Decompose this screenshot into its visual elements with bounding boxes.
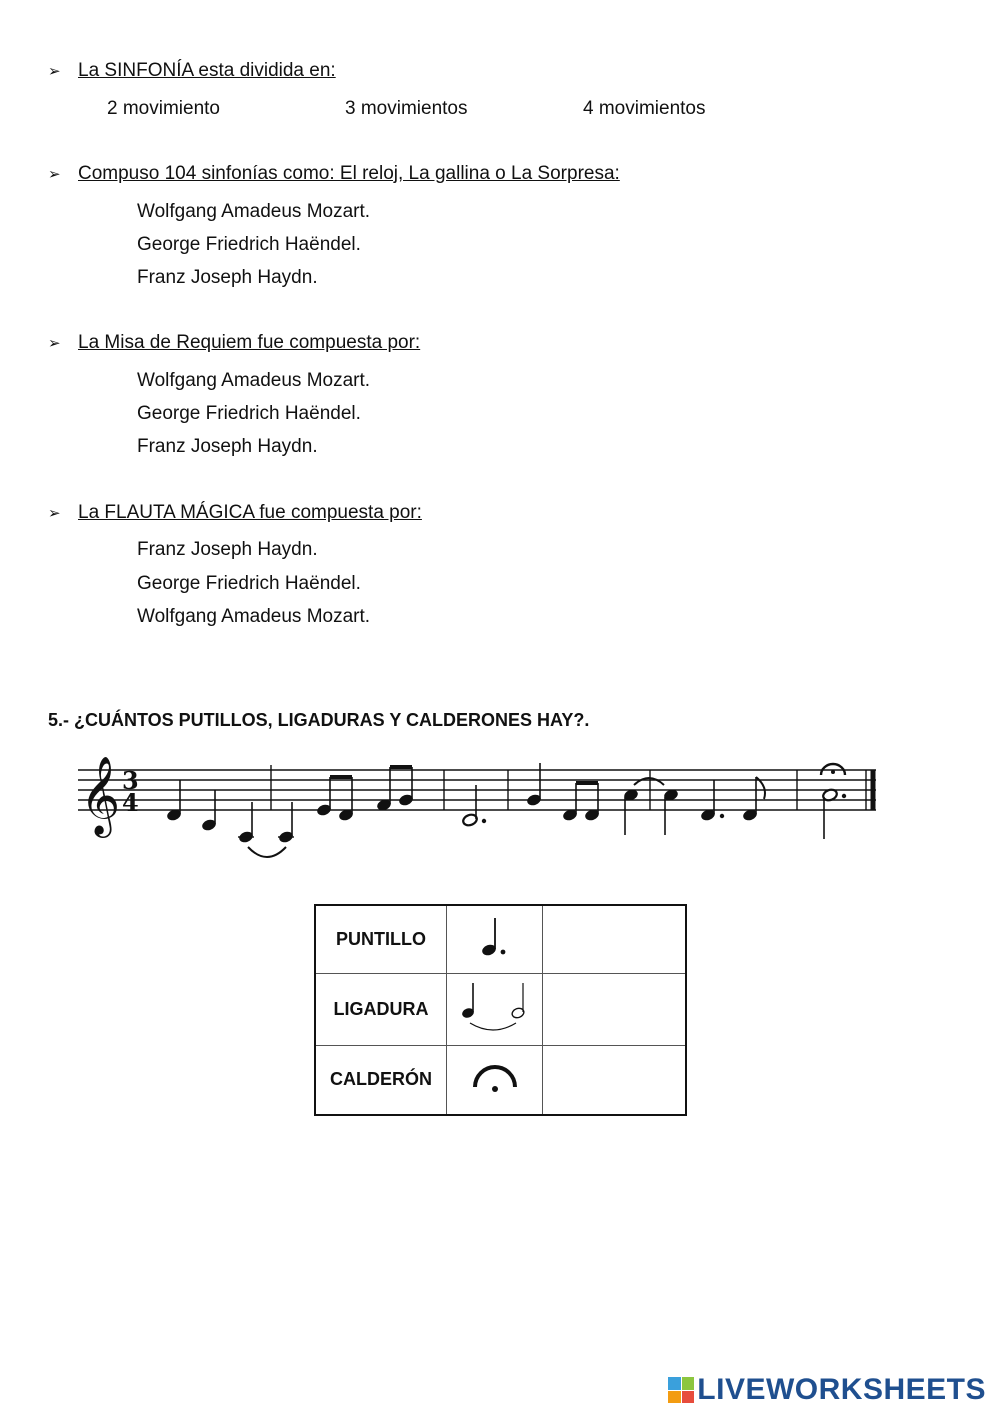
- bullet-arrow-icon: ➢: [48, 166, 61, 183]
- answer-option[interactable]: 3 movimientos: [345, 98, 468, 119]
- table-row: [315, 905, 686, 973]
- answer-option[interactable]: Wolfgang Amadeus Mozart.: [137, 606, 371, 627]
- bullet-arrow-icon: ➢: [48, 335, 61, 352]
- answer-option[interactable]: George Friedrich Haëndel.: [137, 573, 361, 594]
- tie-icon: [455, 977, 535, 1037]
- symbol-cell: [447, 973, 543, 1045]
- brand-color-swatch: [682, 1377, 695, 1390]
- legend-table: [314, 904, 687, 1116]
- dotted-note-icon: [465, 912, 525, 962]
- answer-cell[interactable]: [543, 973, 687, 1045]
- symbol-cell: [447, 1045, 543, 1115]
- answer-option[interactable]: George Friedrich Haëndel.: [137, 403, 361, 424]
- bullet-arrow-icon: ➢: [48, 505, 61, 522]
- question-text: La Misa de Requiem fue compuesta por:: [78, 332, 421, 353]
- brand-logo: [668, 1373, 986, 1407]
- answer-cell[interactable]: [543, 905, 687, 973]
- row-label: CALDERÓN: [315, 1045, 447, 1115]
- answer-option[interactable]: Wolfgang Amadeus Mozart.: [137, 370, 371, 391]
- brand-color-swatch: [668, 1391, 681, 1404]
- answer-option[interactable]: Franz Joseph Haydn.: [137, 539, 318, 560]
- exercise-heading: 5.- ¿CUÁNTOS PUTILLOS, LIGADURAS Y CALDERONES HAY?.: [48, 710, 590, 730]
- brand-color-swatch: [668, 1377, 681, 1390]
- time-signature-bottom: 4: [122, 788, 139, 817]
- answer-option[interactable]: 4 movimientos: [583, 98, 706, 119]
- question-text: Compuso 104 sinfonías como: El reloj, La gallina o La Sorpresa:: [78, 163, 620, 184]
- brand-grid-icon: [668, 1377, 694, 1403]
- answer-option[interactable]: 2 movimiento: [107, 98, 220, 119]
- table-row: [315, 1045, 686, 1115]
- question-text: La FLAUTA MÁGICA fue compuesta por:: [78, 502, 422, 523]
- answer-option[interactable]: Franz Joseph Haydn.: [137, 436, 318, 457]
- answer-option[interactable]: George Friedrich Haëndel.: [137, 234, 361, 255]
- symbol-cell: [447, 905, 543, 973]
- music-score: [78, 755, 878, 867]
- table-row: [315, 973, 686, 1045]
- tie-arc: [248, 847, 286, 857]
- brand-wordmark: LIVEWORKSHEETS: [697, 1373, 986, 1406]
- bullet-arrow-icon: ➢: [48, 63, 61, 80]
- time-signature-top: 3: [122, 766, 139, 795]
- answer-option[interactable]: Franz Joseph Haydn.: [137, 267, 318, 288]
- answer-cell[interactable]: [543, 1045, 687, 1115]
- treble-clef-icon: 𝄞: [80, 756, 121, 835]
- brand-color-swatch: [682, 1391, 695, 1404]
- row-label: PUNTILLO: [315, 905, 447, 973]
- answer-option[interactable]: Wolfgang Amadeus Mozart.: [137, 201, 371, 222]
- tie-arc: [634, 778, 664, 785]
- fermata-icon: [465, 1055, 525, 1099]
- row-label: LIGADURA: [315, 973, 447, 1045]
- question-text: La SINFONÍA esta dividida en:: [78, 60, 336, 81]
